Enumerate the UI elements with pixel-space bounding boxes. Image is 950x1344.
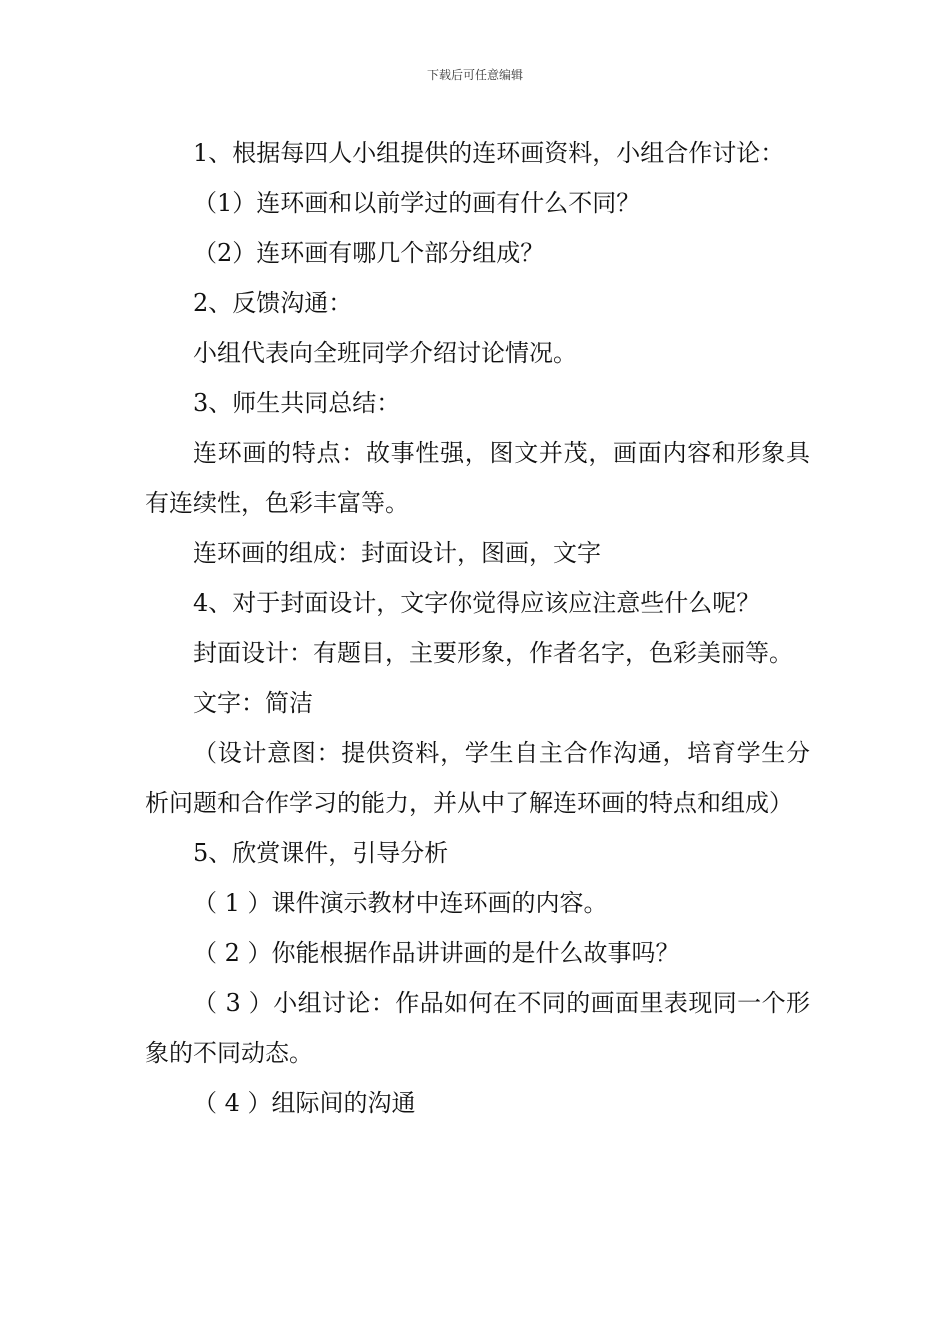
paragraph-4: 2、反馈沟通： <box>193 289 353 317</box>
paragraph-17: （ 4 ）组际间的沟通 <box>193 1089 416 1117</box>
paragraph-15: （ 2 ）你能根据作品讲讲画的是什么故事吗？ <box>193 939 680 967</box>
paragraph-1: 1、根据每四人小组提供的连环画资料，小组合作讨论： <box>193 139 785 167</box>
paragraph-5: 小组代表向全班同学介绍讨论情况。 <box>193 339 577 367</box>
paragraph-13: 5、欣赏课件，引导分析 <box>193 839 449 867</box>
paragraph-12: （设计意图：提供资料，学生自主合作沟通，培育学生分析问题和合作学习的能力，并从中了解连环画的特点和组成） <box>145 739 810 817</box>
paragraph-9: 4、对于封面设计，文字你觉得应该应注意些什么呢？ <box>193 589 761 617</box>
paragraph-8: 连环画的组成：封面设计，图画，文字 <box>193 539 601 567</box>
paragraph-2: （1）连环画和以前学过的画有什么不同？ <box>193 189 641 217</box>
paragraph-16: （ 3 ）小组讨论：作品如何在不同的画面里表现同一个形象的不同动态。 <box>145 989 810 1067</box>
paragraph-10: 封面设计：有题目，主要形象，作者名字，色彩美丽等。 <box>193 639 793 667</box>
paragraph-7: 连环画的特点：故事性强，图文并茂，画面内容和形象具有连续性，色彩丰富等。 <box>145 439 810 517</box>
paragraph-6: 3、师生共同总结： <box>193 389 401 417</box>
paragraph-14: （ 1 ）课件演示教材中连环画的内容。 <box>193 889 608 917</box>
paragraph-11: 文字：简洁 <box>193 689 313 717</box>
paragraph-3: （2）连环画有哪几个部分组成？ <box>193 239 545 267</box>
document-body <box>145 128 810 1128</box>
page-header: 下载后可任意编辑 <box>426 68 523 82</box>
